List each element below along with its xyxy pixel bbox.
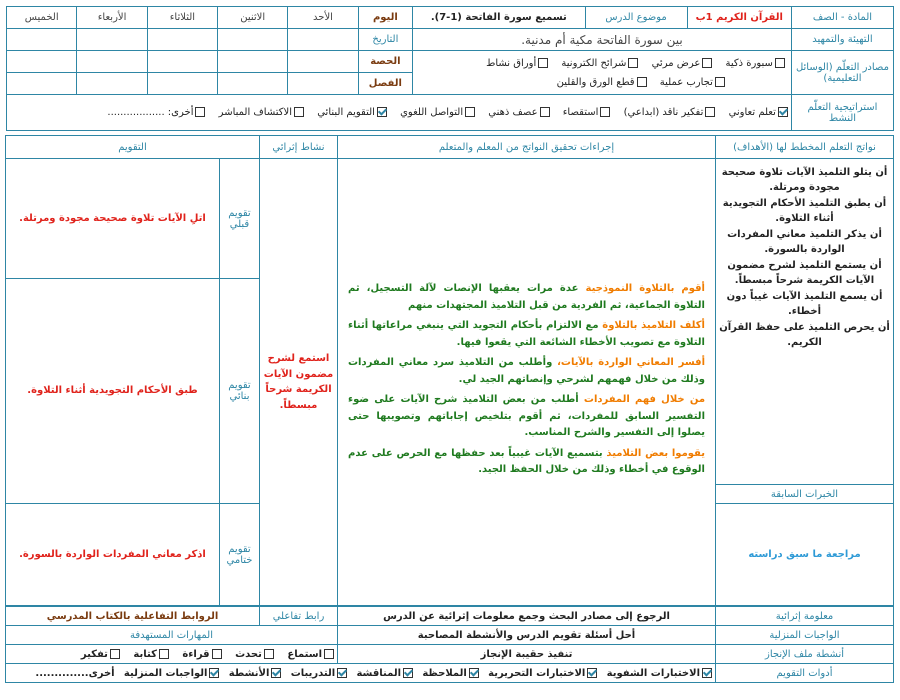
portfolio-value: تنفيذ حقيبة الإنجاز	[338, 645, 716, 664]
strategy-language[interactable]: التواصل اللغوي	[400, 107, 475, 118]
procedures-header: إجراءات تحقيق النواتج من المعلم والمتعلم	[338, 136, 716, 159]
portfolio-label: أنشطة ملف الإنجاز	[716, 645, 894, 664]
objective-1: أن يتلو التلميذ الآيات تلاوة صحيحة مجودة ومرتلة.	[721, 167, 888, 193]
resources-label: مصادر التعلّم (الوسائل التعليمية)	[791, 51, 893, 95]
resource-smartboard[interactable]: سبورة ذكية	[726, 54, 785, 73]
procedure-5: يقوموا بعض التلاميذ بتسميع الآيات غيبياً بعد حفظها مع الحرص على عدم الوقوع في أخطاء وذلك من خلال الحفظ الجيد.	[348, 447, 705, 476]
day-tuesday: الثلاثاء	[147, 7, 217, 29]
class-cell-1	[288, 73, 358, 95]
resources-row-1	[416, 54, 785, 73]
skill-thinking[interactable]: تفكير	[81, 649, 120, 660]
subject-label: المادة - الصف	[791, 7, 893, 29]
period-cell-2	[218, 51, 288, 73]
resource-experiments[interactable]: تجارب عملية	[660, 73, 725, 92]
procedure-3: أفسر المعاني الواردة بالآيات، وأطلب من التلاميذ سرد معاني المفردات وذلك من خلال فهمهم لشرحي وإنصاتهم الجيد لي.	[348, 357, 706, 385]
objective-4: أن يستمع التلميذ لشرح مضمون الآيات الكريمة شرحاً مبسطاً.	[727, 260, 882, 286]
intro-value: بين سورة الفاتحة مكية أم مدنية.	[413, 29, 792, 51]
class-cell-4	[77, 73, 147, 95]
eval-formative-text: طبق الأحكام التجويدية أثناء التلاوة.	[5, 279, 219, 504]
objective-2: أن يطبق التلميذ الأحكام التجويدية أثناء التلاوة.	[722, 198, 887, 224]
tool-homework-checkbox[interactable]	[209, 668, 219, 678]
resource-worksheets[interactable]: أوراق نشاط	[486, 54, 548, 73]
subject-value: القرآن الكريم 1ب	[687, 7, 791, 29]
date-cell-5	[7, 29, 77, 51]
eval-final-text: اذكر معاني المفردات الواردة بالسورة.	[5, 504, 219, 606]
lesson-title: تسميع سورة الفاتحة (1-7).	[413, 7, 585, 29]
period-label: الحصة	[358, 51, 412, 73]
strategy-discovery-checkbox[interactable]	[294, 107, 304, 117]
eval-formative-label: تقويم بنائي	[220, 279, 260, 504]
tool-observation-checkbox[interactable]	[469, 668, 479, 678]
strategy-inquiry[interactable]: استقصاء	[563, 107, 611, 118]
day-thursday: الخميس	[7, 7, 77, 29]
prior-value: مراجعة ما سبق دراسته	[716, 504, 894, 606]
strategy-cooperative-checkbox[interactable]	[778, 107, 788, 117]
resource-smartboard-checkbox[interactable]	[775, 58, 785, 68]
resource-slides[interactable]: شرائح الكترونية	[561, 54, 638, 73]
skills-cell	[6, 645, 338, 664]
date-label: التاريخ	[358, 29, 412, 51]
tool-observation[interactable]: الملاحظة	[422, 668, 479, 679]
skill-listening-checkbox[interactable]	[324, 649, 334, 659]
date-cell-1	[288, 29, 358, 51]
eval-pre-text: اتلِ الآيات تلاوة صحيحة مجودة ومرتلة.	[5, 159, 219, 279]
enrich-info-value: الرجوع إلى مصادر البحث وجمع معلومات إثرائية عن الدرس	[338, 607, 716, 626]
lesson-label: موضوع الدرس	[585, 7, 687, 29]
resource-worksheets-checkbox[interactable]	[538, 58, 548, 68]
class-cell-2	[218, 73, 288, 95]
tools-cell	[6, 664, 716, 683]
date-cell-3	[147, 29, 217, 51]
day-monday: الاثنين	[218, 7, 288, 29]
tool-discussion[interactable]: المناقشة	[356, 668, 413, 679]
strategy-discovery[interactable]: الاكتشاف المباشر	[219, 107, 304, 118]
body-table	[5, 135, 894, 606]
homework-label: الواجبات المنزلية	[716, 626, 894, 645]
homework-value: أحل أسئلة تقويم الدرس والأنشطة المصاحبة	[338, 626, 716, 645]
skill-speaking[interactable]: تحدث	[235, 649, 274, 660]
skill-writing[interactable]: كتابة	[133, 649, 168, 660]
tool-written[interactable]: الاختبارات التحريرية	[488, 668, 597, 679]
tool-activities[interactable]: الأنشطة	[229, 668, 282, 679]
skill-thinking-checkbox[interactable]	[110, 649, 120, 659]
objective-6: أن يحرص التلميذ على حفظ القرآن الكريم.	[719, 322, 890, 348]
tool-discussion-checkbox[interactable]	[403, 668, 413, 678]
evaluation-header: التقويم	[5, 136, 259, 159]
strategy-critical-checkbox[interactable]	[705, 107, 715, 117]
strategy-formative[interactable]: التقويم البنائي	[317, 107, 387, 118]
tool-activities-checkbox[interactable]	[271, 668, 281, 678]
resources-cell	[413, 51, 792, 95]
skill-reading[interactable]: قراءة	[182, 649, 221, 660]
tool-homework[interactable]: الواجبات المنزلية	[124, 668, 220, 679]
skill-reading-checkbox[interactable]	[212, 649, 222, 659]
date-cell-4	[77, 29, 147, 51]
period-cell-4	[77, 51, 147, 73]
day-wednesday: الأربعاء	[77, 7, 147, 29]
skill-writing-checkbox[interactable]	[159, 649, 169, 659]
procedure-4: من خلال فهم المفردات أطلب من بعض التلاميذ شرح الآيات على ضوء التفسير السابق للمفردات، ثم أقوم بتلخيص إجاباتهم وتصويبها حتى يصلوا إلى التفسير والشرح المناسب.	[348, 394, 706, 439]
interactive-label: رابط تفاعلي	[260, 607, 338, 626]
footer-table	[5, 606, 894, 683]
class-cell-3	[147, 73, 217, 95]
objectives-cell	[716, 159, 894, 485]
tool-exercises[interactable]: التدريبات	[291, 668, 347, 679]
objective-5: أن يسمع التلميذ الآيات غيباً دون أخطاء.	[726, 291, 883, 317]
strategy-cooperative[interactable]: تعلم تعاوني	[729, 107, 788, 118]
lesson-plan-page	[6, 6, 894, 694]
strategies-label: استراتيجية التعلّم النشط	[791, 95, 893, 131]
class-label: الفصل	[358, 73, 412, 95]
strategy-formative-checkbox[interactable]	[377, 107, 387, 117]
tool-other[interactable]: أخرى..............	[35, 667, 115, 679]
intro-label: التهيئة والتمهيد	[791, 29, 893, 51]
eval-pre-label: تقويم قبلي	[220, 159, 260, 279]
eval-final-label: تقويم ختامي	[220, 504, 260, 606]
enrichment-header: نشاط إثرائي	[260, 136, 338, 159]
procedures-cell	[338, 159, 716, 606]
resource-visual[interactable]: عرض مرئي	[652, 54, 713, 73]
day-sunday: الأحد	[288, 7, 358, 29]
skill-listening[interactable]: استماع	[287, 649, 334, 660]
enrich-info-label: معلومة إثرائية	[716, 607, 894, 626]
skill-speaking-checkbox[interactable]	[264, 649, 274, 659]
tool-oral-checkbox[interactable]	[702, 668, 712, 678]
interactive-value[interactable]: الروابط التفاعلية بالكتاب المدرسي	[6, 607, 260, 626]
resource-visual-checkbox[interactable]	[702, 58, 712, 68]
outcomes-header: نواتج التعلم المخطط لها (الأهداف)	[716, 136, 894, 159]
resource-paper[interactable]: قطع الورق والقلين	[557, 73, 647, 92]
procedure-1: أقوم بالتلاوة النموذجية عدة مرات يعقبها الإنصات لآلة التسجيل، ثم التلاوة الجماعية، ثم الفردية من قبل التلاميذ المجتهدات منهم	[348, 283, 705, 311]
period-cell-5	[7, 51, 77, 73]
strategy-brainstorm-checkbox[interactable]	[540, 107, 550, 117]
strategy-other-checkbox[interactable]	[195, 107, 205, 117]
objective-3: أن يذكر التلميذ معاني المفردات الواردة بالسورة.	[727, 229, 882, 255]
strategies-cell	[7, 95, 792, 131]
procedure-2: أكلف التلاميذ بالتلاوة مع الالتزام بأحكام التجويد التي ينبغي مراعاتها أثناء التلاوة مع تصويب الأخطاء الشائعة التي يقعوا فيها.	[348, 320, 705, 348]
strategy-critical[interactable]: تفكير ناقد (ابداعي)	[624, 107, 716, 118]
strategy-brainstorm[interactable]: عصف ذهني	[488, 107, 549, 118]
tool-oral[interactable]: الاختبارات الشفوية	[607, 668, 712, 679]
period-cell-1	[288, 51, 358, 73]
strategy-other[interactable]: أخرى: ..................	[107, 107, 205, 118]
period-cell-3	[147, 51, 217, 73]
class-cell-5	[7, 73, 77, 95]
skills-label: المهارات المستهدفة	[6, 626, 338, 645]
date-cell-2	[218, 29, 288, 51]
resource-paper-checkbox[interactable]	[637, 77, 647, 87]
strategy-inquiry-checkbox[interactable]	[600, 107, 610, 117]
prior-label: الخبرات السابقة	[716, 485, 894, 504]
resources-row-2	[416, 73, 785, 92]
resource-experiments-checkbox[interactable]	[715, 77, 725, 87]
tools-label: أدوات التقويم	[716, 664, 894, 683]
strategy-language-checkbox[interactable]	[465, 107, 475, 117]
tool-written-checkbox[interactable]	[587, 668, 597, 678]
resource-slides-checkbox[interactable]	[628, 58, 638, 68]
day-label: اليوم	[358, 7, 412, 29]
tool-exercises-checkbox[interactable]	[337, 668, 347, 678]
header-table	[6, 6, 894, 131]
enrichment-cell: استمع لشرح مضمون الآيات الكريمة شرحاً مبسطاً.	[260, 159, 338, 606]
